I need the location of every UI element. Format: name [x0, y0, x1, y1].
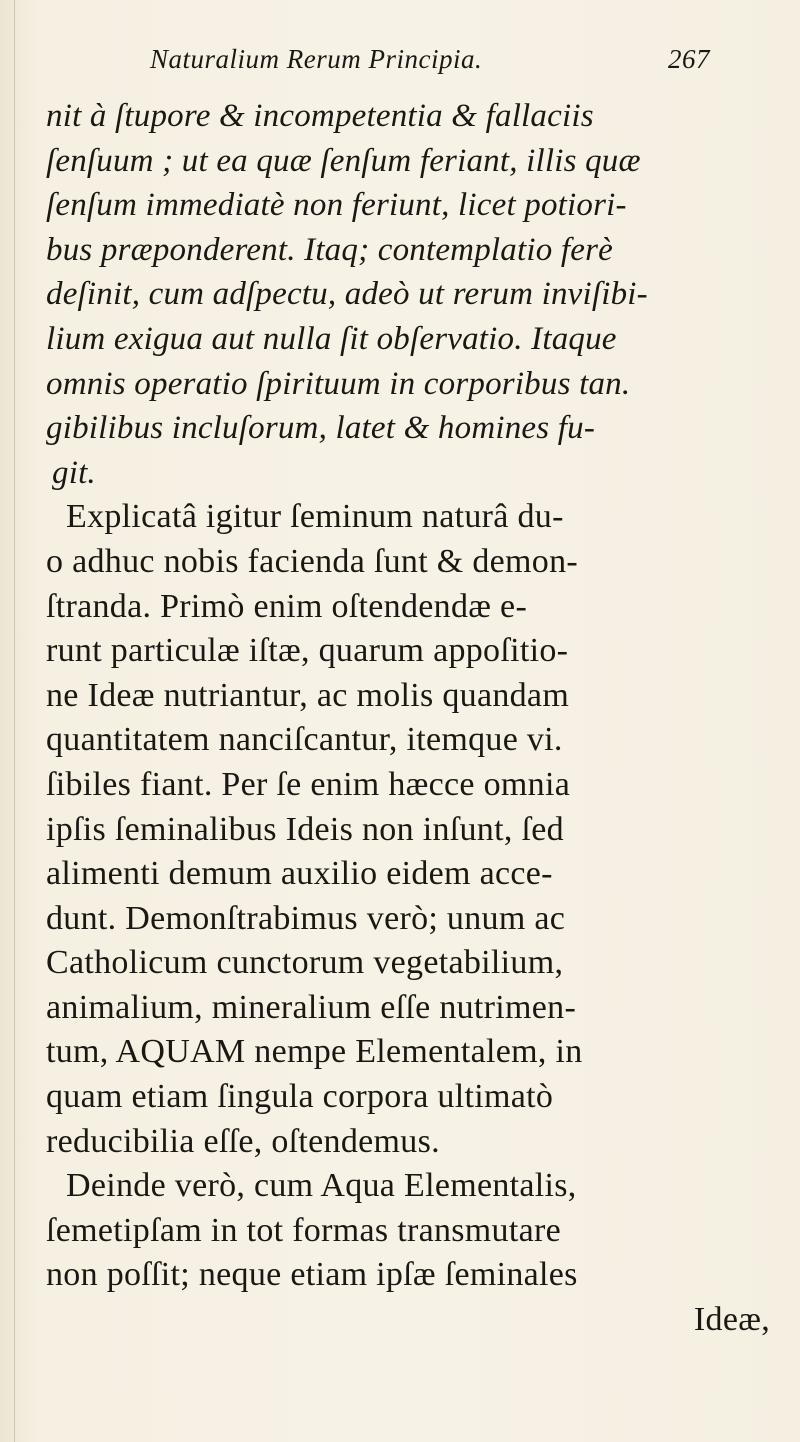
text-line: ſemetipſam in tot formas transmutare: [46, 1211, 561, 1249]
text-line: ipſis ſeminalibus Ideis non inſunt, ſed: [46, 810, 564, 848]
text-line: quantitatem nanciſcantur, itemque vi.: [46, 721, 563, 759]
text-line: ſibiles fiant. Per ſe enim hæcce omnia: [46, 765, 571, 803]
text-line: git.: [52, 454, 96, 491]
text-line: animalium, mineralium eſſe nutrimen-: [46, 988, 577, 1026]
text-line: runt particulæ iſtæ, quarum appoſitio-: [46, 632, 569, 670]
text-line: tum, AQUAM nempe Elementalem, in: [46, 1033, 583, 1071]
text-line: o adhuc nobis facienda ſunt & demon-: [46, 542, 578, 580]
text-line: omnis operatio ſpirituum in corporibus tan.: [46, 365, 631, 402]
running-title: Naturalium Rerum Principia.: [150, 44, 483, 74]
running-head: [150, 44, 710, 84]
text-line: gibilibus incluſorum, latet & homines fu-: [46, 410, 596, 447]
text-line: alimenti demum auxilio eidem acce-: [46, 855, 553, 893]
text-line: Catholicum cunctorum vegetabilium,: [46, 944, 564, 982]
text-line: quam etiam ſingula corpora ultimatò: [46, 1078, 554, 1116]
text-line: nit à ſtupore & incompetentia & fallaciis: [46, 98, 594, 134]
text-line: non poſſit; neque etiam ipſæ ſeminales: [46, 1256, 578, 1294]
text-line: lium exigua aut nulla ſit obſervatio. Itaque: [46, 320, 617, 357]
page-number: 267: [668, 44, 710, 74]
body-text: [46, 94, 776, 1343]
text-line: bus præponderent. Itaq; contemplatio ferè: [46, 231, 613, 268]
text-line: reducibilia eſſe, oſtendemus.: [46, 1122, 440, 1160]
text-line: dunt. Demonſtrabimus verò; unum ac: [46, 899, 566, 937]
paragraph-start: Explicatâ igitur ſeminum naturâ du-: [66, 498, 564, 536]
text-line: ſenſum immediatè non feriunt, licet potiori-: [46, 187, 627, 224]
catchword: Ideæ,: [693, 1301, 770, 1339]
page-gutter: [14, 0, 15, 1442]
text-line: ne Ideæ nutriantur, ac molis quandam: [46, 676, 570, 714]
paragraph-start: Deinde verò, cum Aqua Elementalis,: [66, 1167, 577, 1205]
text-line: deſinit, cum adſpectu, adeò ut rerum inviſibi-: [46, 276, 648, 313]
text-line: ſtranda. Primò enim oſtendendæ e-: [46, 587, 528, 625]
text-line: ſenſuum ; ut ea quæ ſenſum feriant, illis quæ: [46, 142, 641, 179]
